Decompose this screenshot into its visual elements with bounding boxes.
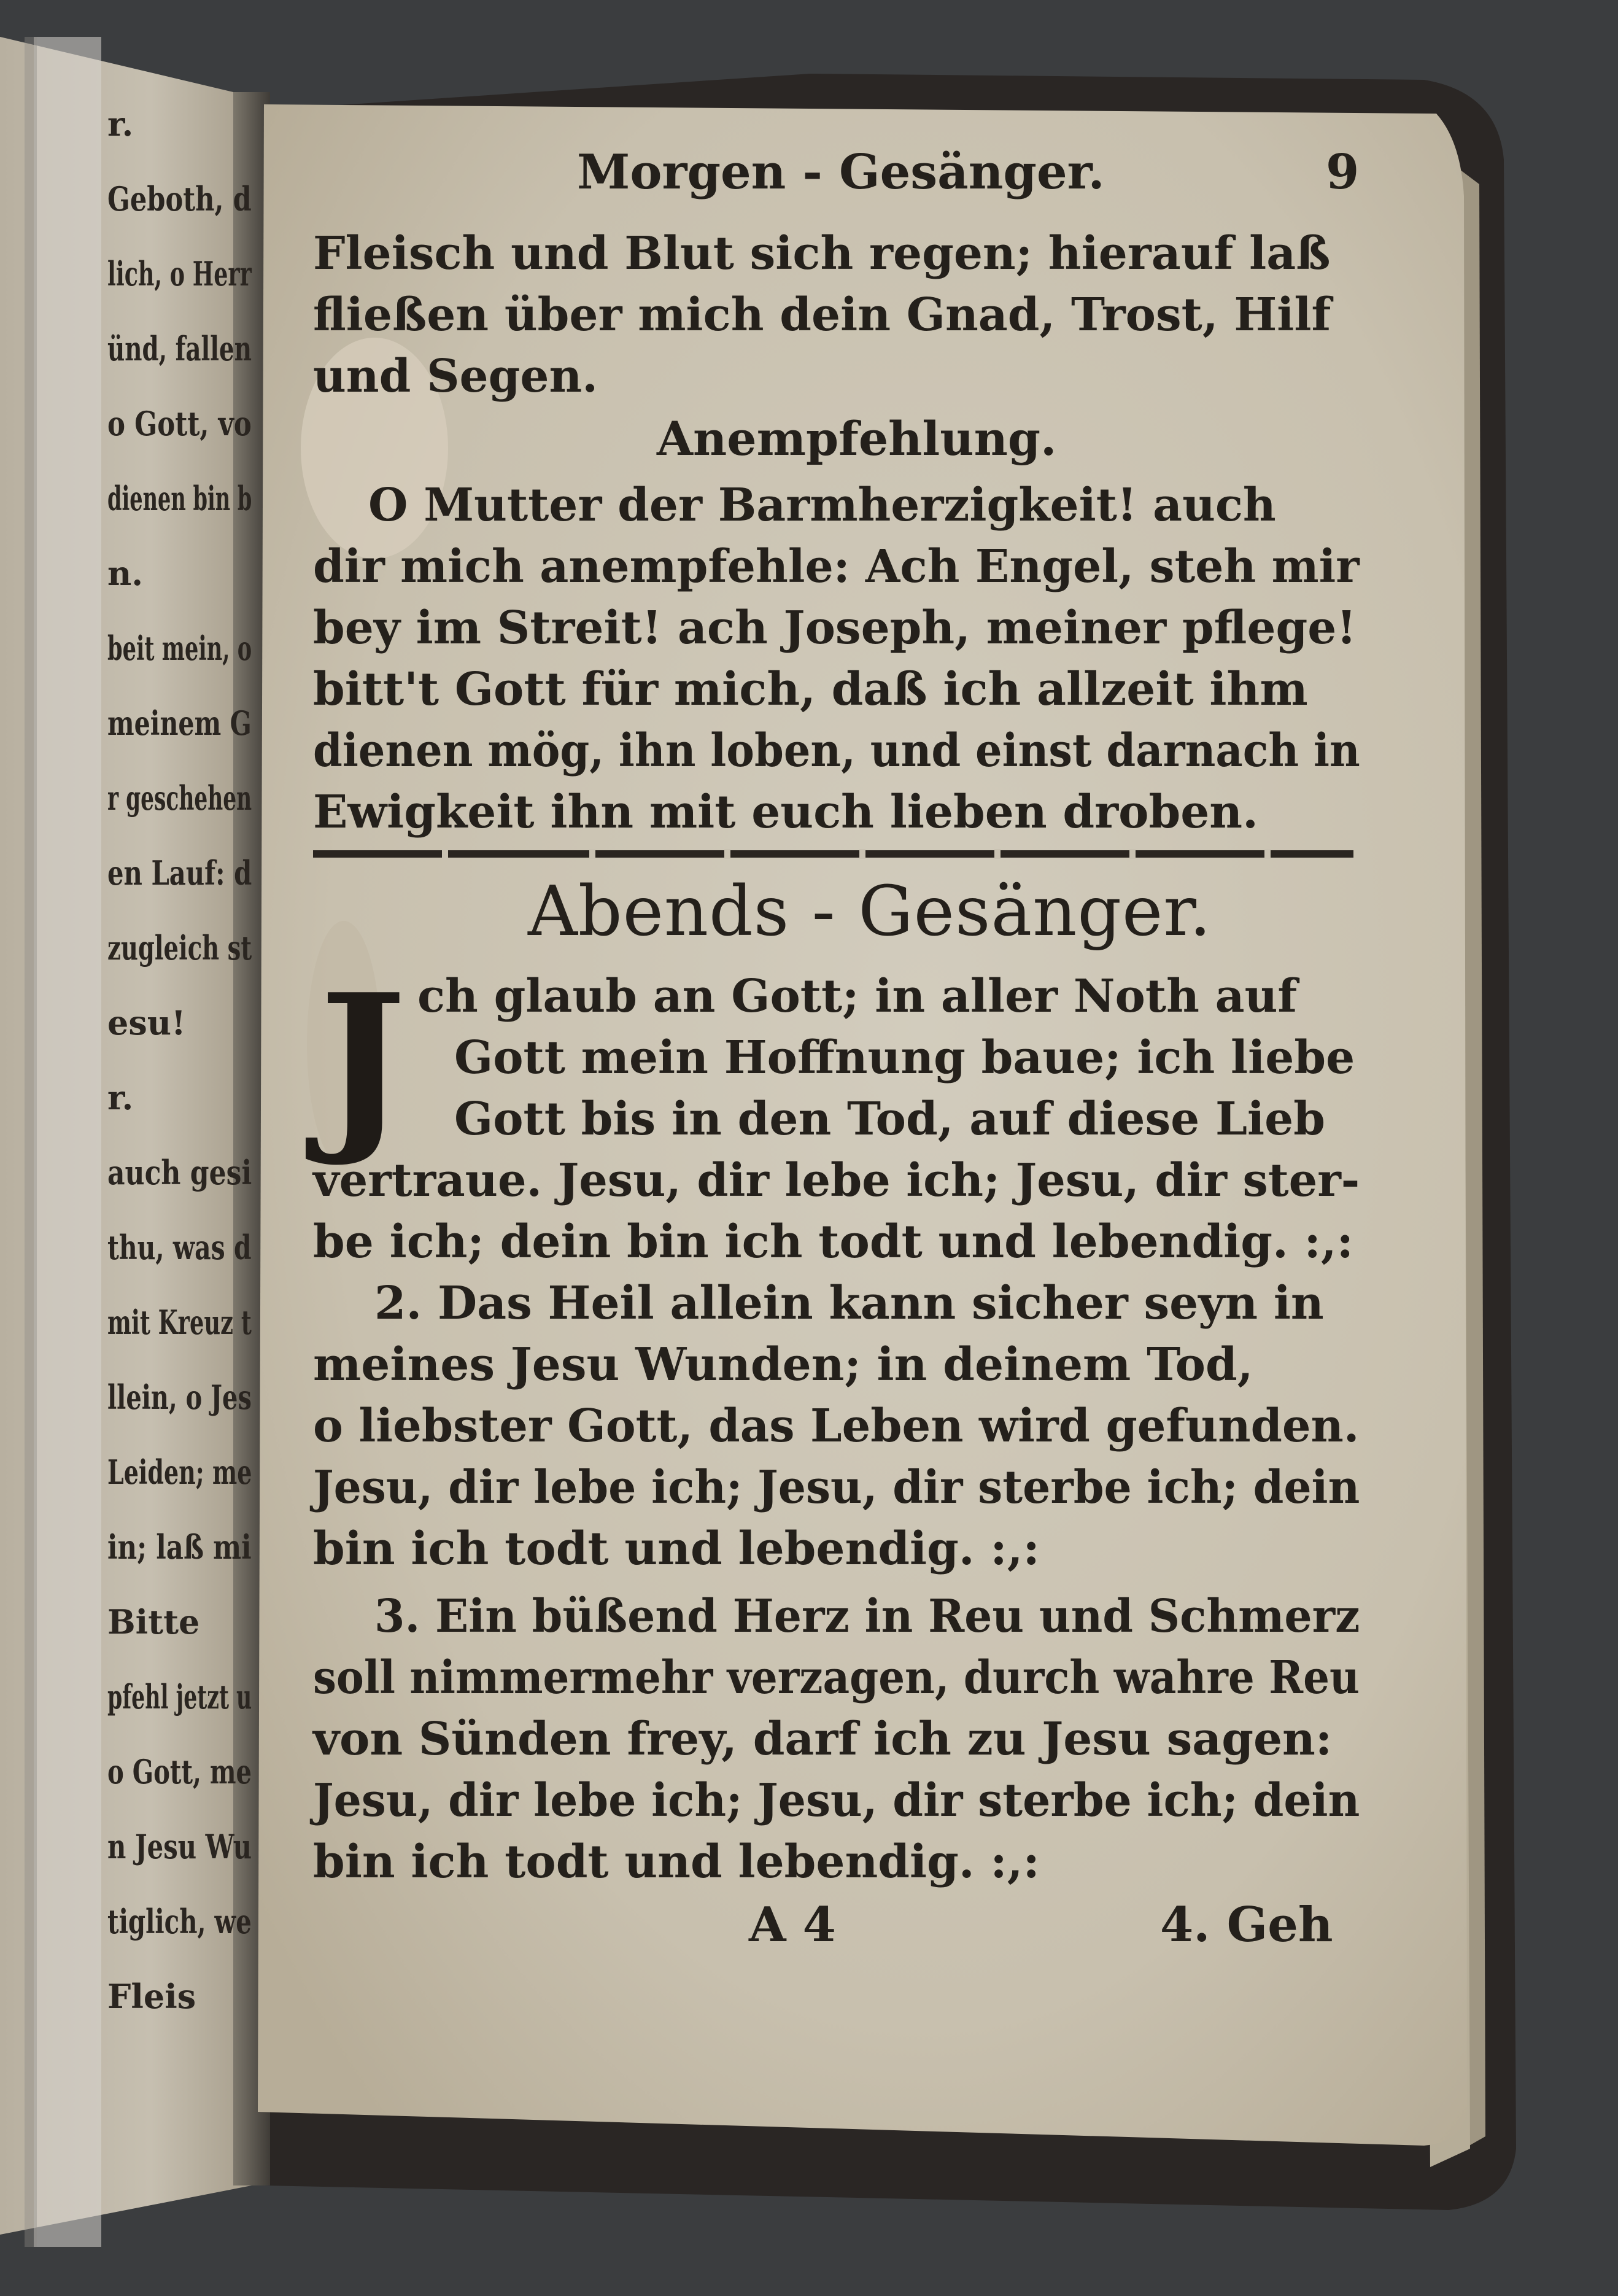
text-line: o liebster Gott, das Leben wird gefunden. xyxy=(313,1400,1360,1452)
text-line: bey im Streit! ach Joseph, meiner pflege! xyxy=(313,602,1357,654)
left-page-fragment: r geschehen xyxy=(107,778,252,818)
left-page-fragment: o Gott, vo xyxy=(107,404,252,443)
text-line: 2. Das Heil allein kann sicher seyn in xyxy=(374,1277,1324,1330)
left-page-fragment: Geboth, d xyxy=(107,179,252,219)
text-line: Gott bis in den Tod, auf diese Lieb xyxy=(454,1093,1325,1146)
left-page-fragment: pfehl jetzt u xyxy=(107,1677,252,1716)
text-line: 3. Ein büßend Herz in Reu und Schmerz xyxy=(374,1590,1360,1643)
running-title: Morgen - Gesänger. xyxy=(577,144,1105,200)
text-line: bin ich todt und lebendig. :,: xyxy=(313,1836,1040,1888)
left-page-fragment: Bitte xyxy=(107,1602,200,1642)
left-page-fragment: meinem G xyxy=(107,704,252,743)
section-title: Abends - Gesänger. xyxy=(528,872,1212,952)
left-page-fragment: ünd, fallen xyxy=(107,329,252,368)
left-page-fragment: thu, was d xyxy=(107,1228,252,1267)
left-page-fragment: Leiden; me xyxy=(107,1452,252,1492)
left-page-fragment: in; laß mi xyxy=(107,1527,252,1567)
left-page-fragment: n Jesu Wu xyxy=(107,1827,252,1866)
text-line: fließen über mich dein Gnad, Trost, Hilf xyxy=(313,289,1331,341)
text-line: O Mutter der Barmherzigkeit! auch xyxy=(368,479,1276,532)
left-page-fragment: beit mein, o xyxy=(107,629,252,668)
text-line: ch glaub an Gott; in aller Noth auf xyxy=(417,970,1298,1023)
left-page-fragment: tiglich, we xyxy=(107,1902,252,1941)
left-page-fragment: llein, o Jes xyxy=(107,1378,252,1417)
text-line: Gott mein Hoffnung baue; ich liebe xyxy=(454,1031,1355,1084)
left-page-fragment: Fleis xyxy=(107,1977,196,2016)
drop-cap: J xyxy=(319,953,406,1170)
left-page-fragment: mit Kreuz t xyxy=(107,1303,252,1342)
text-line: Jesu, dir lebe ich; Jesu, dir sterbe ich; dein xyxy=(313,1461,1360,1514)
left-page-fragment: auch gesi xyxy=(107,1153,252,1192)
section-heading: Anempfehlung. xyxy=(657,411,1057,466)
text-line: Ewigkeit ihn mit euch lieben droben. xyxy=(313,786,1258,839)
catchword: 4. Geh xyxy=(1160,1897,1333,1953)
text-line: be ich; dein bin ich todt und lebendig. :,: xyxy=(313,1216,1353,1268)
text-line: soll nimmermehr verzagen, durch wahre Reu xyxy=(313,1651,1360,1704)
text-line: von Sünden frey, darf ich zu Jesu sagen: xyxy=(313,1713,1333,1766)
text-line: Jesu, dir lebe ich; Jesu, dir sterbe ich; dein xyxy=(313,1774,1360,1827)
text-line: und Segen. xyxy=(313,350,598,403)
left-page-fragment: en Lauf: d xyxy=(107,853,252,893)
left-page-fragment: zugleich st xyxy=(107,928,252,968)
left-page-fragment: esu! xyxy=(107,1003,186,1042)
text-line: dienen mög, ihn loben, und einst darnach in xyxy=(313,724,1360,777)
signature-mark: A 4 xyxy=(749,1897,836,1953)
text-line: meines Jesu Wunden; in deinem Tod, xyxy=(313,1338,1253,1391)
text-line: bin ich todt und lebendig. :,: xyxy=(313,1522,1040,1575)
left-page-fragment: dienen bin b xyxy=(107,479,252,518)
left-page-fragment: n. xyxy=(107,554,144,593)
left-page-fragment: r. xyxy=(107,1078,134,1117)
text-line: bitt't Gott für mich, daß ich allzeit ihm xyxy=(313,663,1308,716)
text-line: Fleisch und Blut sich regen; hierauf laß xyxy=(313,227,1331,280)
separator-rule xyxy=(313,849,1353,859)
left-page-fragment: lich, o Herr xyxy=(107,254,252,293)
page-number: 9 xyxy=(1326,144,1360,200)
text-line: vertraue. Jesu, dir lebe ich; Jesu, dir ster- xyxy=(313,1154,1360,1207)
left-page-fragment: r. xyxy=(107,104,134,144)
text-line: dir mich anempfehle: Ach Engel, steh mir xyxy=(313,540,1360,593)
left-page-fragment: o Gott, me xyxy=(107,1752,252,1791)
